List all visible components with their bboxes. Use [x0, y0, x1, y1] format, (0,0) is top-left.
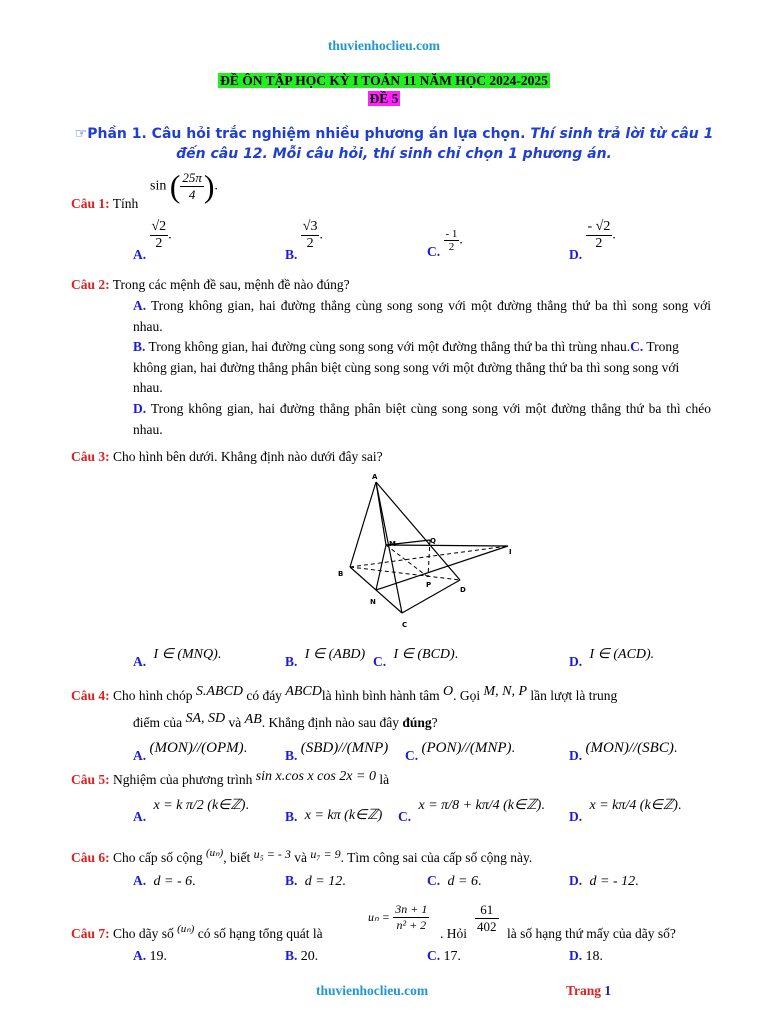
q1-option-c[interactable]: C. $\frac{- 1}{2}$ . [427, 228, 463, 259]
q1-expression: sin ( $\frac{25\pi}{4}$ ). [150, 168, 218, 204]
q7-fraction: $\frac{61}{402}$ [477, 902, 497, 934]
q4-stem-line2: điểm của SA, SD và AB. Khẳng định nào sau đây đúng? [133, 711, 438, 730]
q7-option-d[interactable]: D. 18. [569, 948, 603, 964]
q1-stem: Câu 1: Tính [71, 196, 139, 211]
q5-option-a[interactable]: A. x = k π/2 (k∈ℤ). [133, 797, 249, 824]
q6-stem: Câu 6: Cho cấp số cộng $^{(u_n)}$, biết u₅ = - 3 và u₇ = 9. Tìm công sai của cấp số cộng này. [71, 847, 533, 865]
q7-option-b[interactable]: B. 20. [285, 948, 319, 964]
exam-number [0, 91, 768, 107]
fig-label-q: Q [430, 537, 436, 545]
exam-number-label: ĐỀ 5 [369, 91, 399, 106]
pointer-icon: ☞ [74, 126, 88, 142]
q4-option-c[interactable]: C. (PON)//(MNP). [405, 740, 515, 763]
exam-title-line1: ĐỀ ÔN TẬP HỌC KỲ I TOÁN 11 NĂM HỌC 2024-2025 [220, 73, 548, 88]
fig-label-a: A [372, 473, 378, 481]
q4-option-d[interactable]: D. (MON)//(SBC). [569, 740, 678, 763]
q5-option-d[interactable]: D. x = kπ/4 (k∈ℤ). [569, 797, 682, 824]
q3-option-b[interactable]: B. I ∈ (ABD) [285, 647, 366, 669]
q6-option-d[interactable]: D. d = - 12. [569, 873, 639, 889]
q2-option-a[interactable]: A. Trong không gian, hai đường thẳng cùng song song với một đường thẳng thứ ba thì song song với nhau. [133, 298, 712, 334]
q4-option-b[interactable]: B. (SBD)//(MNP) [285, 740, 389, 763]
fig-label-m: M [389, 540, 396, 548]
q3-option-a[interactable]: A. I ∈ (MNQ). [133, 646, 222, 669]
fig-label-b: B [338, 570, 344, 578]
q5-stem: Câu 5: Nghiệm của phương trình sin x.cos x cos 2x = 0 là [71, 769, 390, 787]
q7-option-a[interactable]: A. 19. [133, 948, 167, 964]
q6-option-a[interactable]: A. d = - 6. [133, 873, 196, 889]
fig-label-d: D [460, 586, 466, 594]
q7-option-c[interactable]: C. 17. [427, 948, 461, 964]
q6-option-b[interactable]: B. d = 12. [285, 873, 346, 889]
page-number: Trang 1 [566, 983, 612, 998]
q3-option-d[interactable]: D. I ∈ (ACD). [569, 647, 655, 669]
exam-title [0, 73, 768, 89]
q5-option-c[interactable]: C. x = π/8 + kπ/4 (k∈ℤ). [398, 797, 545, 824]
q4-stem-line1: Câu 4: Cho hình chóp S.ABCD có đáy ABCDlà hình bình hành tâm O. Gọi M, N, P lần lượt là trung [71, 684, 618, 703]
q7-stem-left: Câu 7: Cho dãy số $^{(u_n)}$ có số hạng tổng quát là [71, 923, 323, 941]
fig-label-i: I [509, 548, 512, 556]
fig-label-c: C [402, 621, 408, 629]
site-header[interactable]: thuvienhoclieu.com [327, 38, 441, 53]
q3-stem: Câu 3: Cho hình bên dưới. Khẳng định nào dưới đây sai? [71, 449, 383, 464]
q7-stem-mid: . Hỏi [440, 926, 467, 941]
q2-stem: Câu 2: Trong các mệnh đề sau, mệnh đề nào đúng? [71, 277, 350, 292]
q3-option-c[interactable]: C. I ∈ (BCD). [373, 646, 459, 669]
footer-site[interactable]: thuvienhoclieu.com [316, 983, 429, 998]
q1-option-b[interactable]: B. $\frac{√3}{2}$ . [285, 219, 323, 262]
q7-formula: uₙ = $\frac{3n + 1}{\text{n² + 2}}$ [368, 902, 428, 932]
q2-option-d[interactable]: D. Trong không gian, hai đường thẳng phân biệt cùng song song với một đường thẳng thứ ba thì chéo nhau. [133, 401, 711, 437]
q2-option-b[interactable]: B. Trong không gian, hai đường cùng song song với một đường thẳng thứ ba thì trùng nhau.C. Trong không gian, hai đường thẳng phân biệt cùng song song với một đường thẳng thứ ba thì song song với nhau. [133, 339, 680, 395]
q1-option-d[interactable]: D. $\frac{- √2}{2}$ . [569, 219, 616, 262]
q7-stem-right: là số hạng thứ mấy của dãy số? [507, 926, 676, 941]
part1-heading: ☞Phần 1. Câu hỏi trắc nghiệm nhiều phương án lựa chọn. Thí sinh trả lời từ câu 1 đến câu 12. Mỗi câu hỏi, thí sinh chỉ chọn 1 phương án. [74, 126, 714, 162]
q5-option-b[interactable]: B. x = kπ (k∈ℤ) [285, 808, 383, 824]
q4-option-a[interactable]: A. (MON)//(OPM). [133, 740, 248, 763]
fig-label-n: N [370, 598, 376, 606]
q6-option-c[interactable]: C. d = 6. [427, 873, 482, 889]
pyramid-figure [330, 470, 520, 635]
q2-option-c[interactable]: Trong không gian, hai đường thẳng phân biệt cùng song song với một đường thẳng thứ ba thì song song với nhau. [133, 339, 680, 395]
fig-label-p: P [426, 581, 432, 589]
q1-option-a[interactable]: A. $\frac{√2}{2}$ . [133, 219, 172, 262]
